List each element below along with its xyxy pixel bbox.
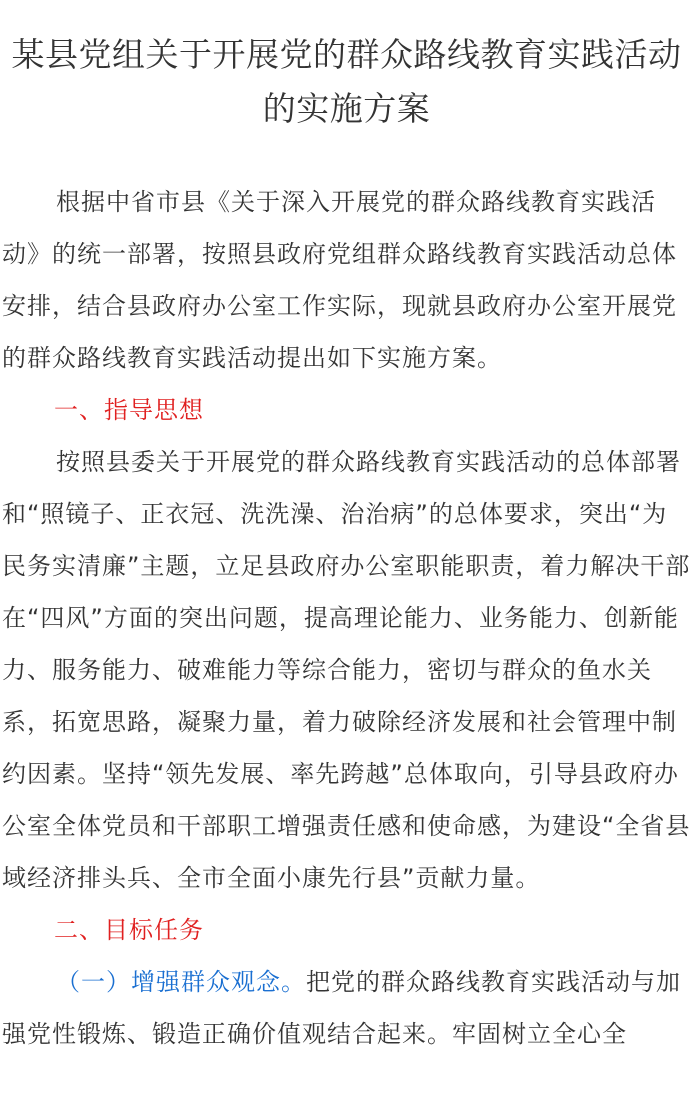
document-title: 某县党组关于开展党的群众路线教育实践活动的实施方案 (11, 35, 682, 128)
document-body (0, 136, 693, 1060)
subsection-body: 把党的群众路线教育实践活动与加强党性锻炼、锻造正确价值观结合起来。牢固树立全心全 (2, 968, 681, 1048)
guiding-ideology-paragraph: 按照县委关于开展党的群众路线教育实践活动的总体部署和“照镜子、正衣冠、洗洗澡、治治病”的总体要求，突出“为民务实清廉”主题，立足县政府办公室职能职责，着力解决干部在“四风”方面的突出问题，提高理论能力、业务能力、创新能力、服务能力、破难能力等综合能力，密切与群众的鱼水关系，拓宽思路，凝聚力量，着力破除经济发展和社会管理中制约因素。坚持“领先发展、率先跨越”总体取向，引导县政府办公室全体党员和干部职工增强责任感和使命感，为建设“全省县域经济排头兵、全市全面小康先行县”贡献力量。 (2, 448, 691, 892)
goals-subsection-paragraph (0, 956, 693, 1060)
intro-paragraph: 根据中省市县《关于深入开展党的群众路线教育实践活动》的统一部署，按照县政府党组群众路线教育实践活动总体安排，结合县政府办公室工作实际，现就县政府办公室开展党的群众路线教育实践活动提出如下实施方案。 (2, 188, 677, 372)
section-heading-goals-tasks: 二、目标任务 (54, 916, 204, 944)
section-heading-guiding-ideology: 一、指导思想 (54, 396, 204, 424)
subsection-title-strengthen-mass-concept: （一）增强群众观念。 (56, 968, 306, 996)
